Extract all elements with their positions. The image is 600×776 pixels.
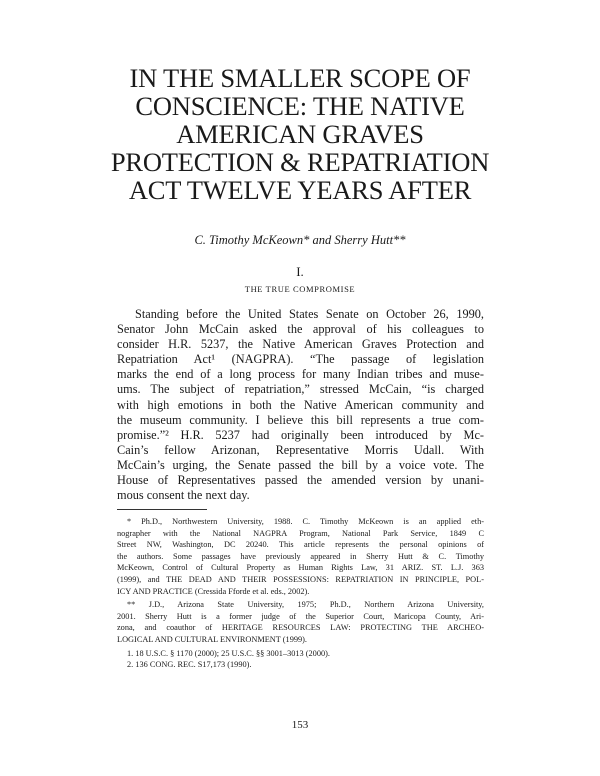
author-second: Sherry Hutt** [334,233,406,247]
body-line: consider H.R. 5237, the Native American Graves Protection and [117,337,484,352]
footnote-line: ICY AND PRACTICE (Cressida Fforde et al. eds., 2002). [117,586,310,596]
body-line: promise.”² H.R. 5237 had originally been introduced by Mc- [117,427,484,442]
title-line: IN THE SMALLER SCOPE OF [129,63,471,93]
title-line: ACT TWELVE YEARS AFTER [128,175,472,205]
footnote-line: * Ph.D., Northwestern University, 1988. C. Timothy McKeown is an applied eth- [127,517,484,526]
footnote-2: 2. 136 CONG. REC. S17,173 (1990). [127,660,252,670]
body-line: ums. The subject of repatriation,” stressed McCain, “is charged [117,382,484,397]
author-connector: and [312,233,332,247]
body-paragraph [117,307,484,503]
footnote-line: ** J.D., Arizona State University, 1975; Ph.D., Northern Arizona University, [127,600,484,610]
footnote-line: Street NW, Washington, DC 20240. This article represents the personal opinions of [117,540,484,550]
footnote-line: the authors. Some passages have previously appeared in Sherry Hutt & C. Timothy [117,551,484,561]
author-line [60,233,540,248]
footnote-line: 2001. Sherry Hutt is a former judge of the Superior Court, Maricopa County, Ari- [117,611,484,621]
body-line: Standing before the United States Senate on October 26, 1990, [135,307,484,321]
footnote-line: McKeown, Control of Cultural Property as Human Rights Law, 31 ARIZ. ST. L.J. 363 [117,563,484,573]
section-number: I. [296,264,304,279]
footnote-line: (1999), and THE DEAD AND THEIR POSSESSIONS: REPATRIATION IN PRINCIPLE, POL- [117,574,484,584]
footnotes [117,516,484,671]
body-line: marks the end of a long process for many Indian tribes and muse- [117,367,484,382]
body-line: the museum community. I believe this bill represents a true com- [117,412,484,427]
body-line: Senator John McCain asked the approval of his colleagues to [117,322,484,337]
article-title [60,64,540,204]
body-line: mous consent the next day. [117,488,250,503]
title-line: AMERICAN GRAVES [176,119,424,149]
page-number: 153 [291,719,309,731]
title-line: PROTECTION & REPATRIATION [110,147,490,177]
title-line: CONSCIENCE: THE NATIVE [135,91,465,121]
footnote-line: nographer with the National NAGPRA Program, National Park Service, 1849 C [117,528,484,538]
body-line: House of Representatives passed the amended version by unani- [117,473,484,488]
footnote-line: LOGICAL AND CULTURAL ENVIRONMENT (1999). [117,634,307,644]
body-line: McCain’s urging, the Senate passed the bill by a voice vote. The [117,457,484,472]
footnote-1: 1. 18 U.S.C. § 1170 (2000); 25 U.S.C. §§ 3001–3013 (2000). [127,648,330,658]
footnote-star [117,516,484,597]
body-line: with high emotions in both the Native American community and [117,397,484,412]
body-line: Cain’s fellow Arizonan, Representative Morris Udall. With [117,442,484,457]
footnote-double-star [117,599,484,645]
body-line: Repatriation Act¹ (NAGPRA). “The passage of legislation [117,352,484,367]
section-title: THE TRUE COMPROMISE [244,284,356,294]
footnote-line: zona, and coauthor of HERITAGE RESOURCES LAW: PROTECTING THE ARCHEO- [117,623,484,633]
author-first: C. Timothy McKeown* [194,233,310,247]
footnote-divider [117,509,207,510]
